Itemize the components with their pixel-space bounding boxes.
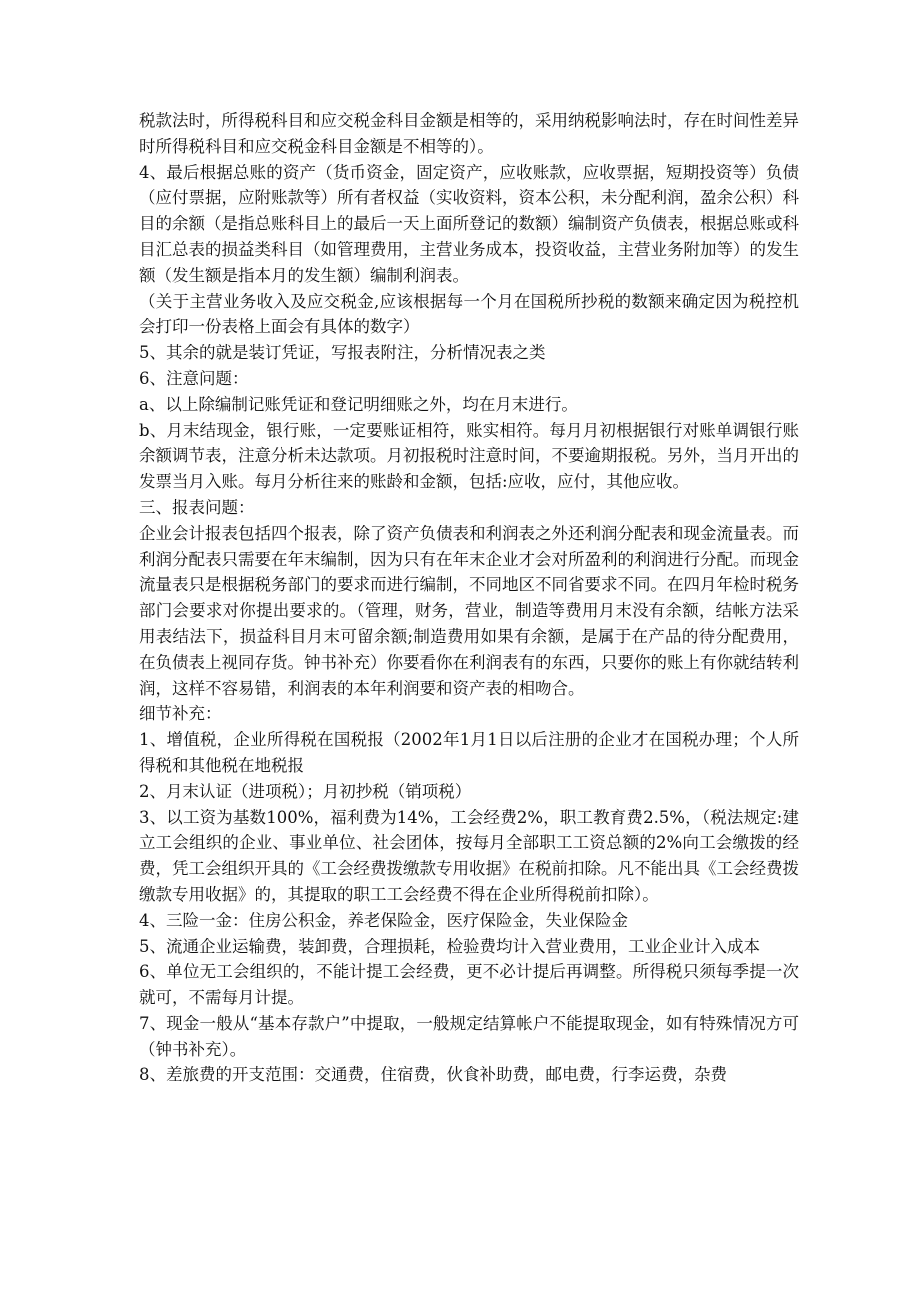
paragraph: 6、注意问题：	[139, 368, 249, 388]
paragraph: 4、最后根据总账的资产（货币资金，固定资产，应收账款，应收票据，短期投资等）负债（应付票据，应附账款等）所有者权益（实收资料，资本公积，未分配利润，盈余公积）科目的余额（是指总账科目上的最后一天上面所登记的数额）编制资产负债表，根据总账或科目汇总表的损益类科目（如管理费用，主营业务成本，投资收益，主营业务附加等）的发生额（发生额是指本月的发生额）编制利润表。	[139, 162, 799, 285]
paragraph: 细节补充：	[139, 704, 222, 724]
paragraph: 1、增值税，企业所得税在国税报（2002年1月1日以后注册的企业才在国税办理；个人所得税和其他税在地税报	[139, 730, 799, 775]
paragraph: 4、三险一金：住房公积金，养老保险金，医疗保险金，失业保险金	[139, 910, 628, 930]
paragraph: 3、以工资为基数100%，福利费为14%，工会经费2%，职工教育费2.5%，（税法规定:建立工会组织的企业、事业单位、社会团体，按每月全部职工工资总额的2%向工会缴拨的经费，凭工会组织开具的《工会经费拨缴款专用收据》在税前扣除。凡不能出具《工会经费拨缴款专用收据》的，其提取的职工工会经费不得在企业所得税前扣除）。	[139, 807, 799, 904]
paragraph: a、以上除编制记账凭证和登记明细账之外，均在月末进行。	[139, 394, 578, 414]
paragraph: 企业会计报表包括四个报表，除了资产负债表和利润表之外还利润分配表和现金流量表。而利润分配表只需要在年末编制，因为只有在年末企业才会对所盈利的利润进行分配。而现金流量表只是根据税务部门的要求而进行编制，不同地区不同省要求不同。在四月年检时税务部门会要求对你提出要求的。（管理，财务，营业，制造等费用月末没有余额，结帐方法采用表结法下，损益科目月末可留余额;制造费用如果有余额，是属于在产品的待分配费用，在负债表上视同存货。钟书补充）你要看你在利润表有的东西，只要你的账上有你就结转利润，这样不容易错，利润表的本年利润要和资产表的相吻合。	[139, 523, 799, 698]
paragraph: b、月末结现金，银行账，一定要账证相符，账实相符。每月月初根据银行对账单调银行账余额调节表，注意分析未达款项。月初报税时注意时间，不要逾期报税。另外，当月开出的发票当月入账。每月分析往来的账龄和金额，包括:应收，应付，其他应收。	[139, 420, 799, 492]
document-body	[139, 108, 799, 1088]
paragraph: 5、其余的就是装订凭证，写报表附注，分析情况表之类	[139, 343, 546, 363]
paragraph: 6、单位无工会组织的，不能计提工会经费，更不必计提后再调整。所得税只须每季提一次就可，不需每月计提。	[139, 962, 799, 1008]
paragraph: 2、月末认证（进项税）；月初抄税（销项税）	[139, 781, 472, 801]
paragraph: 8、差旅费的开支范围：交通费，住宿费，伙食补助费，邮电费，行李运费，杂费	[139, 1065, 727, 1085]
paragraph: （关于主营业务收入及应交税金,应该根据每一个月在国税所抄税的数额来确定因为税控机会打印一份表格上面会有具体的数字）	[139, 291, 799, 337]
paragraph: 5、流通企业运输费，装卸费，合理损耗，检验费均计入营业费用，工业企业计入成本	[139, 936, 760, 956]
paragraph: 三、报表问题：	[139, 497, 255, 517]
paragraph: 税款法时，所得税科目和应交税金科目金额是相等的，采用纳税影响法时，存在时间性差异时所得税科目和应交税金科目金额是不相等的）。	[139, 111, 799, 156]
paragraph: 7、现金一般从“基本存款户”中提取，一般规定结算帐户不能提取现金，如有特殊情况方可（钟书补充）。	[139, 1013, 799, 1059]
